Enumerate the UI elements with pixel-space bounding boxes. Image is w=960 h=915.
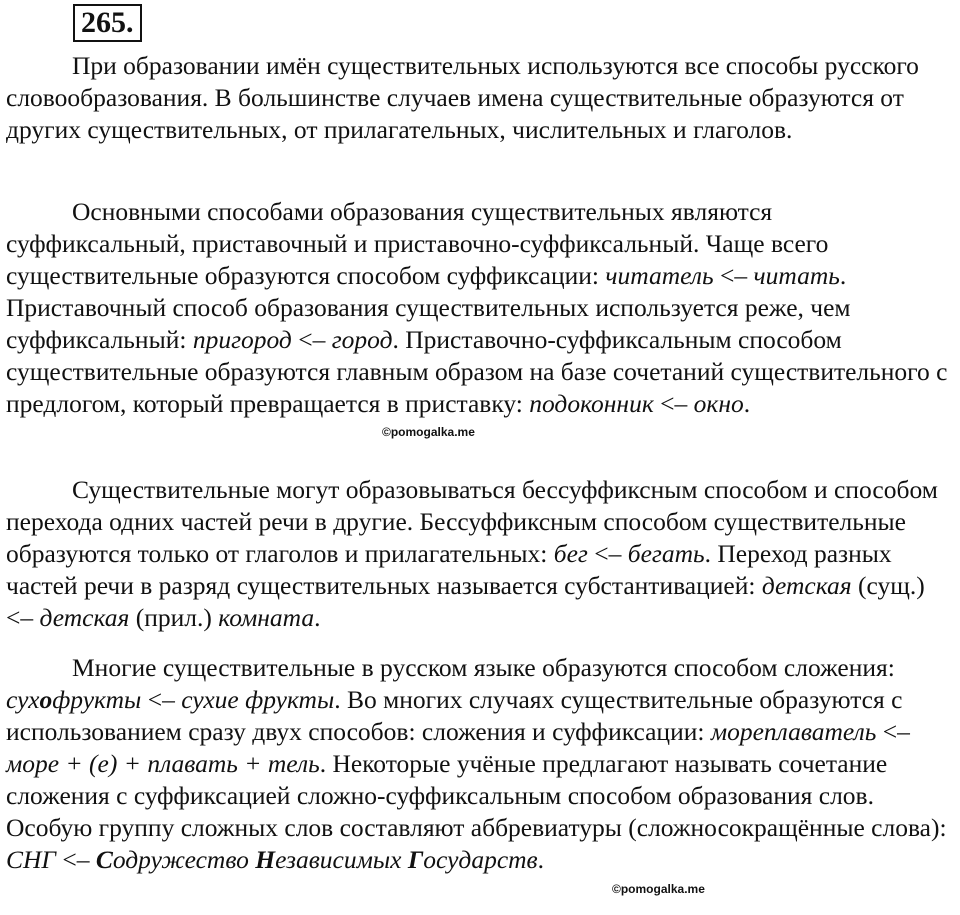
example-beg: бег — [553, 539, 588, 568]
example-frukty: фрукты — [52, 685, 142, 714]
example-komnata: комната — [218, 603, 315, 632]
connecting-vowel: о — [39, 685, 53, 714]
p3-text-5: . — [314, 603, 321, 632]
p4-text-2: . Во многих случаях существительные образуются с использованием сразу двух способов: сложения и суффиксации: — [6, 685, 903, 746]
exercise-number: 265. — [73, 4, 142, 42]
p4-text-3: . Некоторые учёные предлагают называть сочетание сложения с суффиксацией сложно-суффиксальным способом образования слов. Особую группу сложных слов составляют аббревиатуры (сложносокращённые слова): — [6, 749, 947, 842]
example-begat: бегать — [627, 539, 705, 568]
derivation-arrow: <– — [291, 325, 332, 354]
p2-text-3: . Приставочно-суффиксальным способом существительные образуются главным образом на базе сочетаний существительного с предлогом, который превращается в приставку: — [6, 325, 948, 418]
p2-text-2: . Приставочный способ образования существительных используется реже, чем суффиксальный: — [6, 261, 851, 354]
p4-text-1: Многие существительные в русском языке образуются способом сложения: — [72, 653, 895, 682]
example-gorod: город — [331, 325, 393, 354]
paragraph-4 — [6, 652, 954, 876]
p2-text-1: Основными способами образования существительных являются суффиксальный, приставочный и приставочно-суффиксальный. Чаще всего существительные образуются способом суффиксации: — [6, 197, 829, 290]
derivation-arrow: <– — [876, 717, 910, 746]
word-sodruzhestvo: одружество — [112, 845, 256, 874]
derivation-arrow: <– — [141, 685, 182, 714]
example-tel-suffix: тель — [267, 749, 320, 778]
p3-text-3: (сущ.) <– — [6, 571, 925, 632]
example-podokonnik: подоконник — [529, 389, 654, 418]
plus-connector: + (е) + — [59, 749, 148, 778]
plus-connector: + — [237, 749, 268, 778]
example-detskaya-noun: детская — [761, 571, 852, 600]
example-suhie-frukty: сухие фрукты — [181, 685, 335, 714]
initial-letter: С — [95, 845, 113, 874]
derivation-arrow: <– — [55, 845, 96, 874]
example-chitatel: читатель — [605, 261, 714, 290]
example-chitat: читать — [753, 261, 840, 290]
p3-text-4: (прил.) — [129, 603, 219, 632]
word-gosudarstv: осударств — [423, 845, 538, 874]
p4-text-4: . — [537, 845, 544, 874]
paragraph-1 — [6, 50, 954, 146]
example-moreplavatel: мореплаватель — [710, 717, 877, 746]
derivation-arrow: <– — [587, 539, 628, 568]
p3-text-1: Существительные могут образовываться бессуффиксным способом и способом перехода одних частей речи в другие. Бессуффиксным способом существительные образуются только от глаголов и прилагательных: — [6, 475, 938, 568]
word-nezavisimyh: езависимых — [275, 845, 408, 874]
example-plavat: плавать — [147, 749, 238, 778]
example-suho: сух — [6, 685, 40, 714]
example-prigorod: пригород — [192, 325, 292, 354]
initial-letter: Н — [255, 845, 276, 874]
initial-letter: Г — [407, 845, 424, 874]
p2-text-4: . — [743, 389, 751, 418]
watermark: ©pomogalka.me — [612, 882, 705, 896]
example-more: море — [6, 749, 60, 778]
watermark: ©pomogalka.me — [382, 425, 475, 439]
example-okno: окно — [693, 389, 744, 418]
paragraph-3 — [6, 474, 954, 634]
paragraph-1-text: При образовании имён существительных используются все способы русского словообразования. В большинстве случаев имена существительные образуются от других существительных, от прилагательных, числительных и глаголов. — [6, 51, 919, 144]
derivation-arrow: <– — [653, 389, 694, 418]
example-sng: СНГ — [6, 845, 56, 874]
p3-text-2: . Переход разных частей речи в разряд существительных называется субстантивацией: — [6, 539, 892, 600]
paragraph-2 — [6, 196, 954, 420]
example-detskaya-adj: детская — [39, 603, 130, 632]
derivation-arrow: <– — [713, 261, 754, 290]
